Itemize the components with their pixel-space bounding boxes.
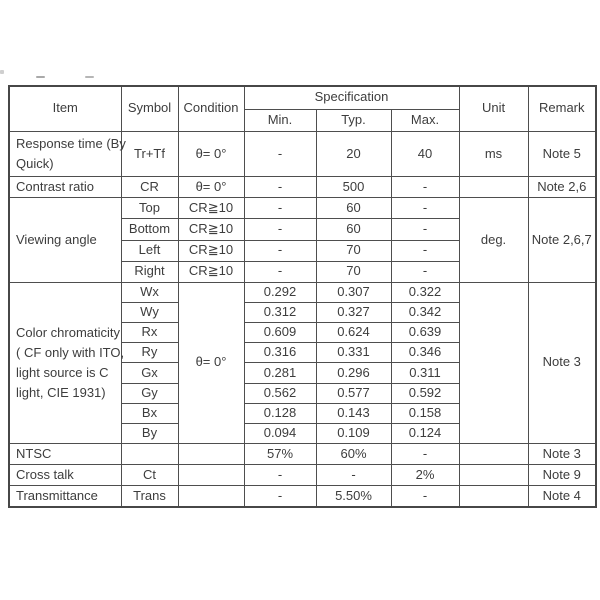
cell-chromaticity-gy-max: 0.592: [391, 383, 459, 403]
cell-chromaticity-wx-symbol: Wx: [121, 282, 178, 302]
cell-chromaticity-bx-max: 0.158: [391, 403, 459, 423]
cell-cross-talk-item: Cross talk: [9, 465, 121, 486]
cell-ntsc-unit: [459, 443, 528, 464]
col-header-max: Max.: [391, 109, 459, 131]
col-header-item: Item: [9, 86, 121, 131]
cell-viewing-angle-top-condition: CR≧10: [178, 198, 244, 219]
cell-response-time-item: Response time (By Quick): [9, 131, 121, 176]
cell-contrast-ratio-item: Contrast ratio: [9, 177, 121, 198]
cell-contrast-ratio-remark: Note 2,6: [528, 177, 596, 198]
cell-cross-talk-unit: [459, 465, 528, 486]
cell-chromaticity-rx-min: 0.609: [244, 323, 316, 343]
col-header-min: Min.: [244, 109, 316, 131]
cell-contrast-ratio-symbol: CR: [121, 177, 178, 198]
cell-transmittance-min: -: [244, 486, 316, 507]
cell-ntsc-min: 57%: [244, 443, 316, 464]
cell-contrast-ratio-typ: 500: [316, 177, 391, 198]
cell-chromaticity-wy-min: 0.312: [244, 302, 316, 322]
row-cross-talk: [9, 465, 596, 486]
cell-viewing-angle-right-symbol: Right: [121, 261, 178, 282]
cell-ntsc-condition: [178, 443, 244, 464]
cell-chromaticity-wx-max: 0.322: [391, 282, 459, 302]
cell-chromaticity-gx-min: 0.281: [244, 363, 316, 383]
cell-transmittance-condition: [178, 486, 244, 507]
row-chromaticity-wx: [9, 282, 596, 302]
col-header-remark: Remark: [528, 86, 596, 131]
cell-chromaticity-ry-symbol: Ry: [121, 343, 178, 363]
cell-ntsc-max: -: [391, 443, 459, 464]
cell-chromaticity-bx-typ: 0.143: [316, 403, 391, 423]
cell-chromaticity-rx-typ: 0.624: [316, 323, 391, 343]
cell-viewing-angle-left-max: -: [391, 240, 459, 261]
cell-contrast-ratio-max: -: [391, 177, 459, 198]
cell-chromaticity-ry-min: 0.316: [244, 343, 316, 363]
cell-transmittance-max: -: [391, 486, 459, 507]
cell-cross-talk-min: -: [244, 465, 316, 486]
cell-chromaticity-remark: Note 3: [528, 282, 596, 443]
cell-chromaticity-gx-symbol: Gx: [121, 363, 178, 383]
cell-response-time-condition: θ= 0°: [178, 131, 244, 176]
row-ntsc: [9, 443, 596, 464]
cell-chromaticity-unit: [459, 282, 528, 443]
cell-transmittance-unit: [459, 486, 528, 507]
specification-table: [8, 85, 597, 508]
cell-viewing-angle-left-min: -: [244, 240, 316, 261]
cell-response-time-symbol: Tr+Tf: [121, 131, 178, 176]
cell-ntsc-item: NTSC: [9, 443, 121, 464]
cell-chromaticity-by-typ: 0.109: [316, 423, 391, 443]
cell-response-time-min: -: [244, 131, 316, 176]
cell-cross-talk-max: 2%: [391, 465, 459, 486]
cell-viewing-angle-bottom-condition: CR≧10: [178, 219, 244, 240]
cell-cross-talk-remark: Note 9: [528, 465, 596, 486]
cell-response-time-unit: ms: [459, 131, 528, 176]
col-header-condition: Condition: [178, 86, 244, 131]
cell-chromaticity-wy-max: 0.342: [391, 302, 459, 322]
cell-viewing-angle-remark: Note 2,6,7: [528, 198, 596, 283]
cell-viewing-angle-right-typ: 70: [316, 261, 391, 282]
cell-transmittance-symbol: Trans: [121, 486, 178, 507]
cell-viewing-angle-top-typ: 60: [316, 198, 391, 219]
cell-ntsc-remark: Note 3: [528, 443, 596, 464]
cell-viewing-angle-right-min: -: [244, 261, 316, 282]
cell-chromaticity-wy-symbol: Wy: [121, 302, 178, 322]
cell-chromaticity-by-min: 0.094: [244, 423, 316, 443]
cell-viewing-angle-right-max: -: [391, 261, 459, 282]
cell-chromaticity-gx-typ: 0.296: [316, 363, 391, 383]
cell-ntsc-typ: 60%: [316, 443, 391, 464]
scan-artifact: [85, 76, 94, 78]
scan-artifact: [36, 76, 45, 78]
cell-chromaticity-by-symbol: By: [121, 423, 178, 443]
cell-transmittance-remark: Note 4: [528, 486, 596, 507]
cell-chromaticity-wy-typ: 0.327: [316, 302, 391, 322]
cell-viewing-angle-unit: deg.: [459, 198, 528, 283]
row-viewing-angle-top: [9, 198, 596, 219]
scan-artifact: [0, 70, 4, 74]
cell-viewing-angle-top-min: -: [244, 198, 316, 219]
cell-contrast-ratio-unit: [459, 177, 528, 198]
cell-viewing-angle-bottom-max: -: [391, 219, 459, 240]
col-header-unit: Unit: [459, 86, 528, 131]
cell-viewing-angle-bottom-symbol: Bottom: [121, 219, 178, 240]
row-contrast-ratio: [9, 177, 596, 198]
col-header-typ: Typ.: [316, 109, 391, 131]
cell-chromaticity-rx-symbol: Rx: [121, 323, 178, 343]
cell-response-time-typ: 20: [316, 131, 391, 176]
cell-contrast-ratio-min: -: [244, 177, 316, 198]
cell-viewing-angle-right-condition: CR≧10: [178, 261, 244, 282]
cell-chromaticity-gy-min: 0.562: [244, 383, 316, 403]
cell-chromaticity-by-max: 0.124: [391, 423, 459, 443]
cell-viewing-angle-bottom-typ: 60: [316, 219, 391, 240]
row-response-time: [9, 131, 596, 176]
cell-chromaticity-ry-typ: 0.331: [316, 343, 391, 363]
cell-cross-talk-typ: -: [316, 465, 391, 486]
cell-chromaticity-condition: θ= 0°: [178, 282, 244, 443]
cell-response-time-remark: Note 5: [528, 131, 596, 176]
col-header-specification: Specification: [244, 86, 459, 109]
cell-ntsc-symbol: [121, 443, 178, 464]
cell-contrast-ratio-condition: θ= 0°: [178, 177, 244, 198]
cell-cross-talk-symbol: Ct: [121, 465, 178, 486]
cell-viewing-angle-item: Viewing angle: [9, 198, 121, 283]
cell-chromaticity-gx-max: 0.311: [391, 363, 459, 383]
cell-response-time-max: 40: [391, 131, 459, 176]
cell-chromaticity-wx-min: 0.292: [244, 282, 316, 302]
cell-chromaticity-ry-max: 0.346: [391, 343, 459, 363]
cell-viewing-angle-bottom-min: -: [244, 219, 316, 240]
cell-viewing-angle-top-symbol: Top: [121, 198, 178, 219]
row-transmittance: [9, 486, 596, 507]
cell-transmittance-item: Transmittance: [9, 486, 121, 507]
cell-chromaticity-gy-symbol: Gy: [121, 383, 178, 403]
cell-chromaticity-bx-symbol: Bx: [121, 403, 178, 423]
cell-viewing-angle-left-condition: CR≧10: [178, 240, 244, 261]
cell-chromaticity-rx-max: 0.639: [391, 323, 459, 343]
header-row-1: [9, 86, 596, 109]
cell-viewing-angle-left-symbol: Left: [121, 240, 178, 261]
cell-chromaticity-wx-typ: 0.307: [316, 282, 391, 302]
cell-cross-talk-condition: [178, 465, 244, 486]
cell-viewing-angle-top-max: -: [391, 198, 459, 219]
col-header-symbol: Symbol: [121, 86, 178, 131]
cell-chromaticity-gy-typ: 0.577: [316, 383, 391, 403]
cell-chromaticity-bx-min: 0.128: [244, 403, 316, 423]
cell-viewing-angle-left-typ: 70: [316, 240, 391, 261]
cell-transmittance-typ: 5.50%: [316, 486, 391, 507]
cell-chromaticity-item: Color chromaticity ( CF only with ITO, light source is C light, CIE 1931): [9, 282, 121, 443]
